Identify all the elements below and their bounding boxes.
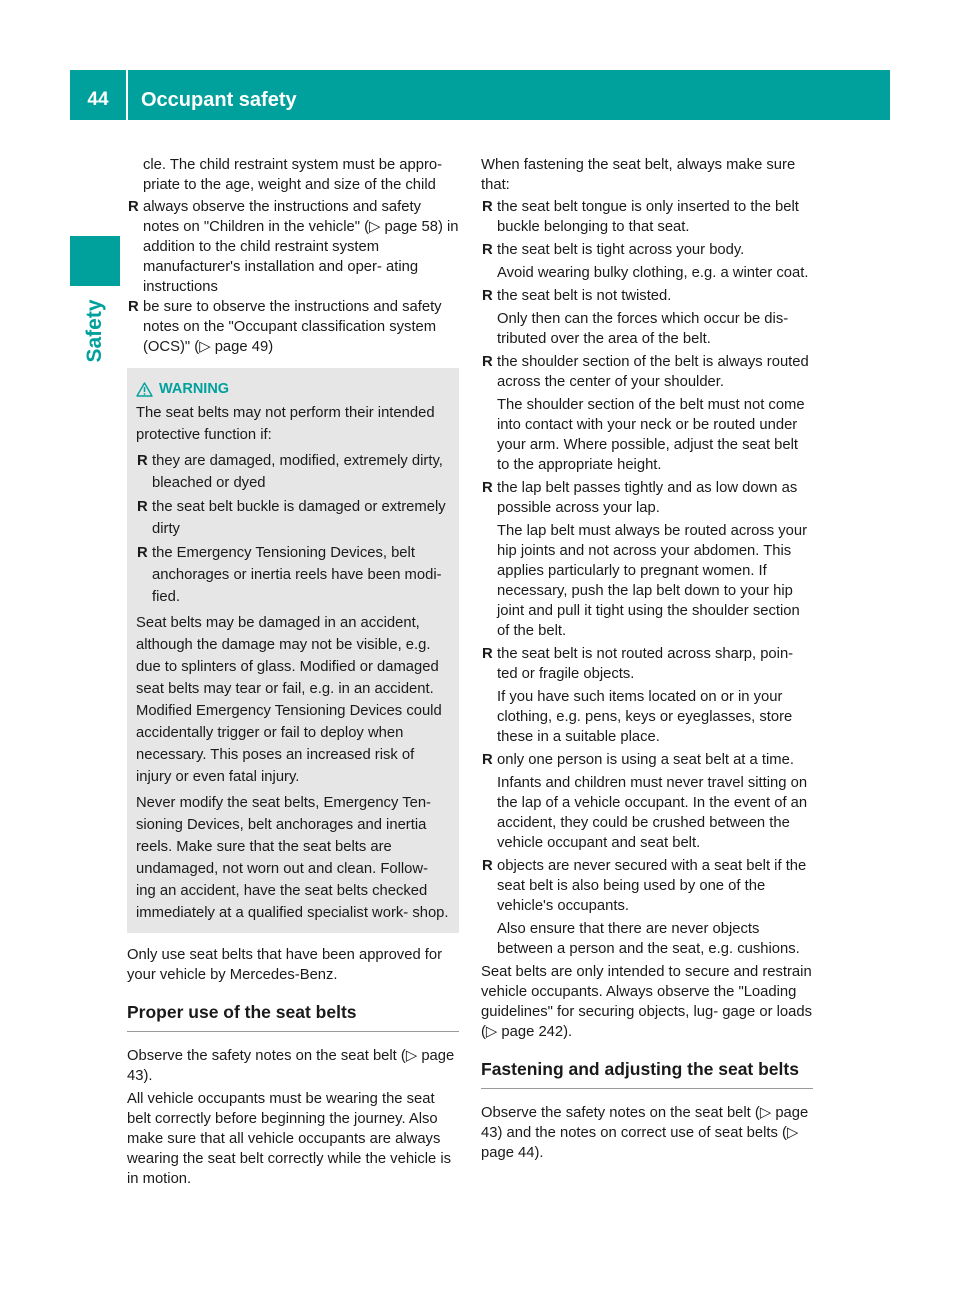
- bullet-icon: R: [482, 354, 493, 370]
- warning-list-item-text: the seat belt buckle is damaged or extremely dirty: [152, 499, 446, 537]
- warning-triangle-icon: [136, 382, 153, 397]
- bullet-icon: R: [482, 199, 493, 215]
- list-item-text: the seat belt is not routed across sharp, poin- ted or fragile objects.: [497, 646, 794, 682]
- section-heading-fastening: Fastening and adjusting the seat belts: [481, 1058, 813, 1089]
- bullet-icon: R: [128, 299, 139, 315]
- list-item-text: objects are never secured with a seat belt if the seat belt is also being used by one of the vehicle's occupants.: [497, 858, 807, 914]
- left-column: [127, 155, 459, 1189]
- paragraph-observe: Observe the safety notes on the seat belt (▷ page 43).: [127, 1048, 455, 1084]
- paragraph-intro: When fastening the seat belt, always make sure that:: [481, 157, 796, 193]
- list-item: [481, 352, 813, 392]
- list-item-text: always observe the instructions and safety notes on "Children in the vehicle" (▷ page 58) in addition to the child restraint system manufacturer's installation and oper- ating instructions: [143, 199, 459, 295]
- paragraph-intro-cont: cle. The child restraint system must be appro- priate to the age, weight and size of the child: [143, 157, 443, 193]
- list-item: [481, 856, 813, 916]
- paragraph-observe-notes: Observe the safety notes on the seat belt (▷ page 43) and the notes on correct use of seat belts (▷ page 44).: [481, 1105, 809, 1161]
- list-item-text: the seat belt is not twisted.: [497, 288, 672, 304]
- warning-list-item-text: they are damaged, modified, extremely dirty, bleached or dyed: [152, 453, 443, 491]
- list-item: [481, 286, 813, 306]
- list-item-detail: Only then can the forces which occur be dis- tributed over the area of the belt.: [497, 311, 789, 347]
- warning-header: [136, 378, 450, 400]
- bullet-icon: R: [137, 499, 148, 515]
- bullet-icon: R: [137, 453, 148, 469]
- list-item-detail: Avoid wearing bulky clothing, e.g. a winter coat.: [497, 265, 809, 281]
- list-item: [481, 240, 813, 260]
- bullet-icon: R: [482, 858, 493, 874]
- warning-paragraph: Never modify the seat belts, Emergency Ten- sioning Devices, belt anchorages and inertia reels. Make sure that the seat belts are undamaged, not worn out and clean. Follow- ing an accident, have the seat belts checked immediately at a qualified specialist work- shop.: [136, 795, 449, 921]
- warning-paragraph: Seat belts may be damaged in an accident, although the damage may not be visible, e.g. due to splinters of glass. Modified or damaged seat belts may tear or fail, e.g. in an accident. Modified Emergency Tensioning Devices could accidentally trigger or fail to deploy when necessary. This poses an increased risk of injury or even fatal injury.: [136, 615, 442, 785]
- list-item-detail: Infants and children must never travel sitting on the lap of a vehicle occupant. In the event of an accident, they could be crushed between the vehicle occupant and seat belt.: [497, 775, 808, 851]
- warning-list-item-text: the Emergency Tensioning Devices, belt anchorages or inertia reels have been modi- fied.: [152, 545, 442, 605]
- list-item-text: the lap belt passes tightly and as low down as possible across your lap.: [497, 480, 798, 516]
- list-item-text: only one person is using a seat belt at a time.: [497, 752, 794, 768]
- list-item-detail: The lap belt must always be routed across your hip joints and not across your abdomen. This applies particularly to pregnant women. If necessary, push the lap belt down to your hip joint and pull it tight using the shoulder section of the belt.: [497, 523, 808, 639]
- list-item: [481, 750, 813, 770]
- paragraph-approved: Only use seat belts that have been approved for your vehicle by Mercedes-Benz.: [127, 947, 443, 983]
- warning-list-item: [136, 542, 450, 608]
- list-item-text: the shoulder section of the belt is always routed across the center of your shoulder.: [497, 354, 809, 390]
- bullet-icon: R: [128, 199, 139, 215]
- section-heading-proper-use: Proper use of the seat belts: [127, 1001, 459, 1032]
- list-item-detail: Also ensure that there are never objects between a person and the seat, e.g. cushions.: [497, 921, 800, 957]
- bullet-icon: R: [482, 480, 493, 496]
- paragraph-seat-belts-only: Seat belts are only intended to secure and restrain vehicle occupants. Always observe the "Loading guidelines" for securing objects, lug- gage or loads (▷ page 242).: [481, 964, 812, 1040]
- right-column: [481, 155, 813, 1163]
- header-divider: [126, 70, 128, 120]
- page-number: 44: [87, 89, 109, 110]
- bullet-icon: R: [137, 545, 148, 561]
- list-item: [127, 297, 459, 357]
- bullet-icon: R: [482, 752, 493, 768]
- list-item: [481, 478, 813, 518]
- list-item: [481, 644, 813, 684]
- warning-list-item: [136, 450, 450, 494]
- paragraph-all-occupants: All vehicle occupants must be wearing the seat belt correctly before beginning the journey. Also make sure that all vehicle occupants are always wearing the seat belt correctly while the vehicle is in motion.: [127, 1091, 452, 1187]
- section-tab-label: Safety: [83, 299, 106, 363]
- section-tab: [70, 296, 120, 366]
- bullet-icon: R: [482, 646, 493, 662]
- list-item: [481, 197, 813, 237]
- warning-box: [127, 368, 459, 933]
- page-title: Occupant safety: [141, 89, 297, 111]
- section-tab-block: [70, 236, 120, 286]
- bullet-icon: R: [482, 242, 493, 258]
- list-item-text: be sure to observe the instructions and safety notes on the "Occupant classification system (OCS)" (▷ page 49): [143, 299, 442, 355]
- bullet-icon: R: [482, 288, 493, 304]
- list-item-detail: The shoulder section of the belt must not come into contact with your neck or be routed under your arm. Where possible, adjust the seat belt to the appropriate height.: [497, 397, 805, 473]
- warning-intro: The seat belts may not perform their intended protective function if:: [136, 405, 435, 443]
- fastening-checklist: [481, 197, 813, 959]
- warning-title: WARNING: [159, 381, 230, 397]
- list-item-text: the seat belt tongue is only inserted to the belt buckle belonging to that seat.: [497, 199, 799, 235]
- list-item: [127, 197, 459, 297]
- warning-list-item: [136, 496, 450, 540]
- list-item-detail: If you have such items located on or in your clothing, e.g. pens, keys or eyeglasses, store these in a suitable place.: [497, 689, 793, 745]
- list-item-text: the seat belt is tight across your body.: [497, 242, 745, 258]
